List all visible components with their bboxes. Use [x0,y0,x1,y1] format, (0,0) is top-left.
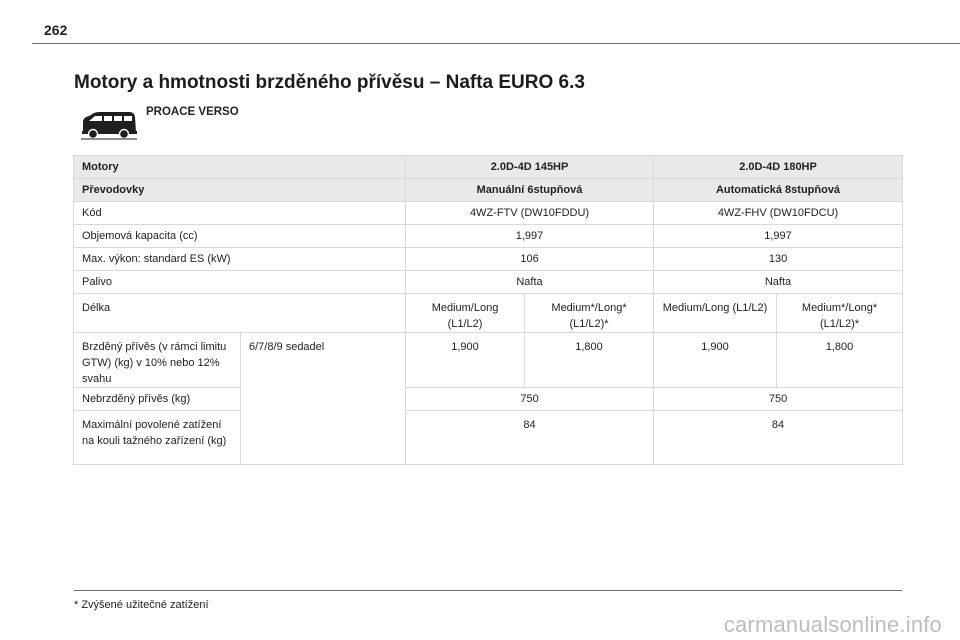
table-cell: 750 [654,388,903,411]
footnote: * Zvýšené užitečné zatížení [74,599,209,611]
row-label: Kód [74,202,406,225]
footer-divider [74,590,902,591]
table-row-unbraked-trailer [74,388,903,411]
table-row-power [74,248,903,271]
table-row-code [74,202,903,225]
row-label: Maximální povolené zatížení na kouli tažného zařízení (kg) [74,411,241,465]
top-divider [32,43,960,44]
table-cell: 1,900 [406,333,525,388]
table-cell: Automatická 8stupňová [654,179,903,202]
row-label: Nebrzděný přívěs (kg) [74,388,241,411]
table-cell: Medium/Long (L1/L2) [406,294,525,333]
table-cell: Manuální 6stupňová [406,179,654,202]
van-icon [80,108,138,140]
row-label: Objemová kapacita (cc) [74,225,406,248]
table-row-braked-trailer [74,333,903,388]
table-cell: 130 [654,248,903,271]
table-cell: Medium*/Long* (L1/L2)* [777,294,903,333]
table-row-capacity [74,225,903,248]
table-cell: 2.0D-4D 145HP [406,156,654,179]
table-cell: 4WZ-FTV (DW10FDDU) [406,202,654,225]
table-cell: 1,800 [777,333,903,388]
row-label: Motory [74,156,406,179]
table-row-gearbox [74,179,903,202]
table-row-fuel [74,271,903,294]
table-row-length [74,294,903,333]
model-name: PROACE VERSO [146,106,239,118]
table-cell: 2.0D-4D 180HP [654,156,903,179]
page-title: Motory a hmotnosti brzděného přívěsu – Nafta EURO 6.3 [74,72,585,93]
table-cell: Medium*/Long* (L1/L2)* [525,294,654,333]
table-cell: 1,997 [406,225,654,248]
table-cell: 1,997 [654,225,903,248]
table-cell: 84 [406,411,654,465]
row-label: Délka [74,294,406,333]
row-label: Převodovky [74,179,406,202]
table-cell: 1,900 [654,333,777,388]
table-cell: Nafta [654,271,903,294]
table-cell: 750 [406,388,654,411]
table-cell: 1,800 [525,333,654,388]
table-cell: 4WZ-FHV (DW10FDCU) [654,202,903,225]
row-label: Brzděný přívěs (v rámci limitu GTW) (kg) v 10% nebo 12% svahu [74,333,241,388]
table-cell: Nafta [406,271,654,294]
table-row-engines [74,156,903,179]
seats-cell: 6/7/8/9 sedadel [241,333,406,465]
table-cell: Medium/Long (L1/L2) [654,294,777,333]
row-label: Max. výkon: standard ES (kW) [74,248,406,271]
watermark: carmanualsonline.info [723,612,942,637]
table-cell: 84 [654,411,903,465]
engine-weights-table [73,155,903,465]
page-number: 262 [44,22,68,38]
row-label: Palivo [74,271,406,294]
table-row-towball-load [74,411,903,465]
table-cell: 106 [406,248,654,271]
